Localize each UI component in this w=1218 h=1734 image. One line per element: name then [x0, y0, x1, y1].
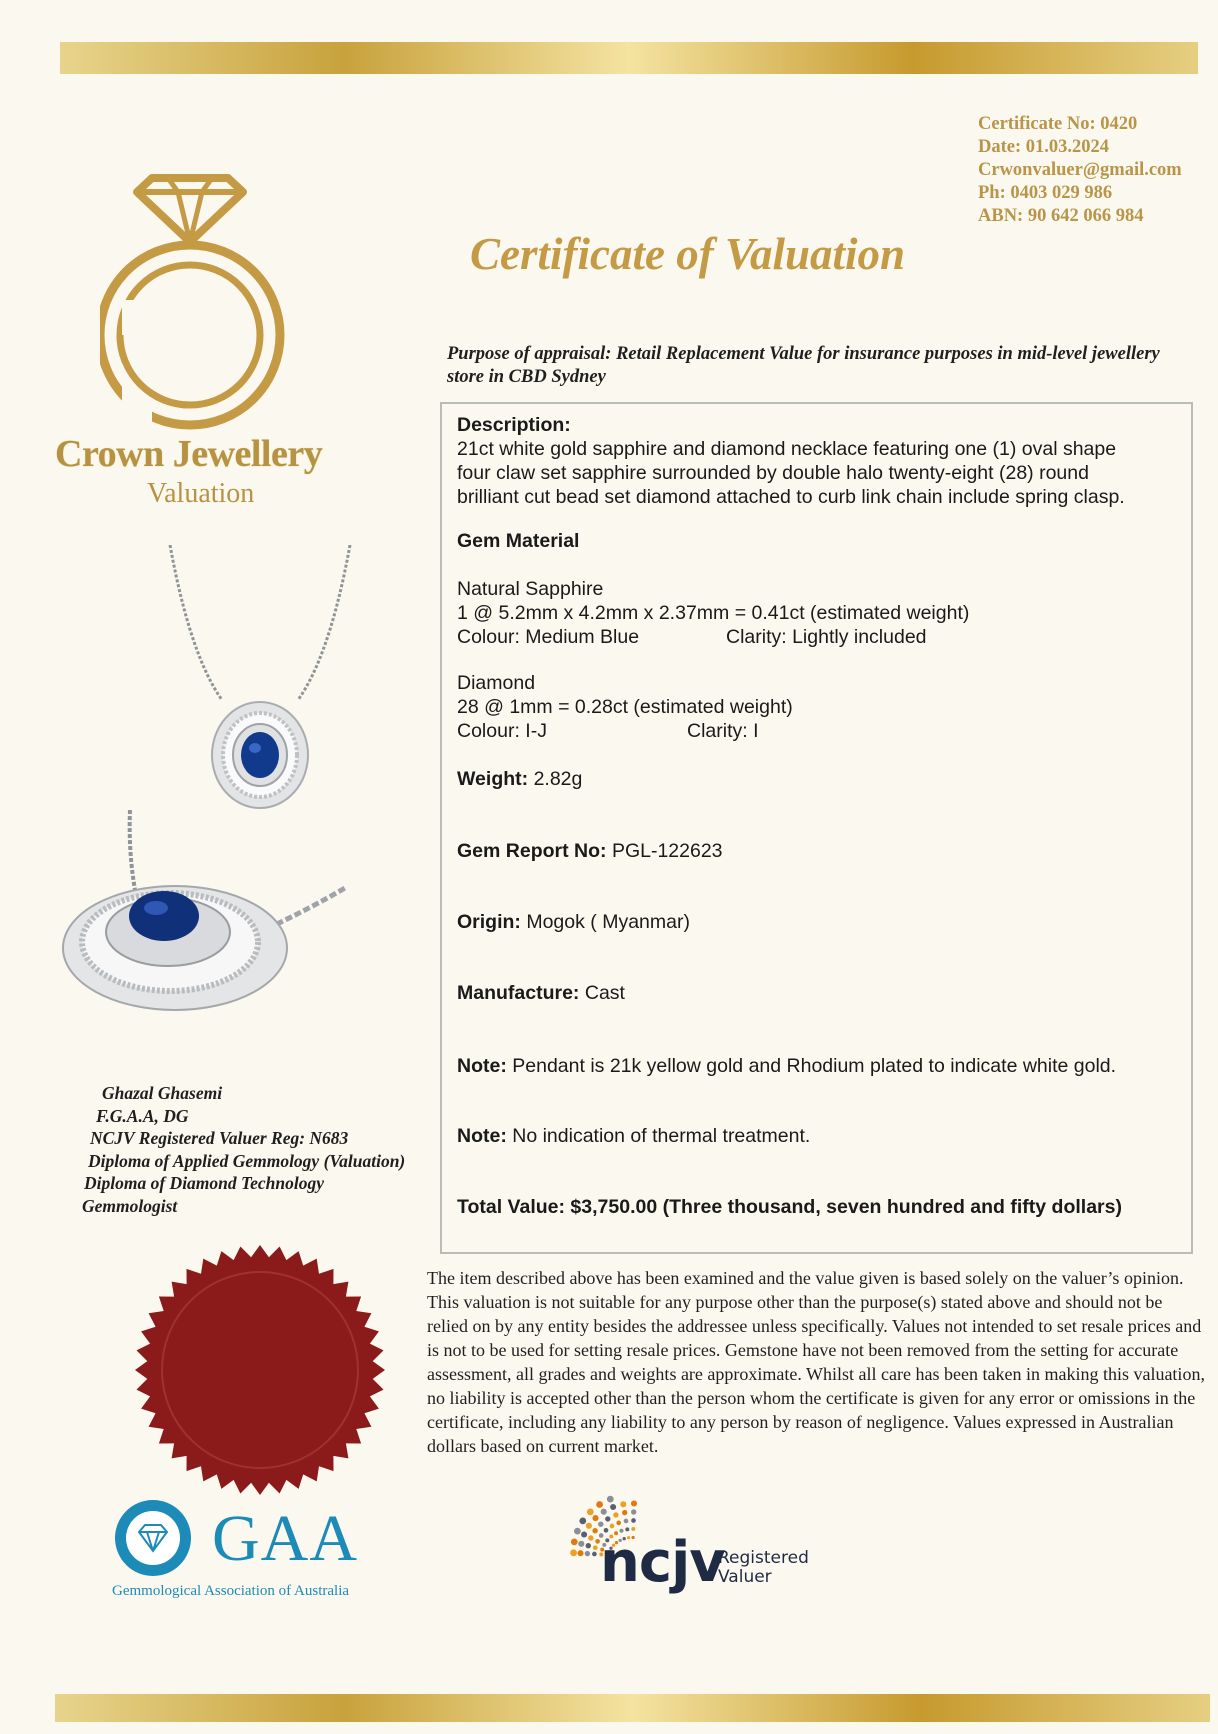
note-1-value: Pendant is 21k yellow gold and Rhodium plated to indicate white gold. [512, 1055, 1117, 1077]
description-line-3: brilliant cut bead set diamond attached to curb link chain include spring clasp. [457, 486, 1125, 508]
ncjv-registered-valuer [718, 1549, 809, 1587]
origin-value: Mogok ( Myanmar) [526, 911, 690, 933]
sapphire-spec: 1 @ 5.2mm x 4.2mm x 2.37mm = 0.41ct (estimated weight) [457, 602, 970, 624]
description-line-2: four claw set sapphire surrounded by double halo twenty-eight (28) round [457, 462, 1089, 484]
diamond-spec: 28 @ 1mm = 0.28ct (estimated weight) [457, 696, 793, 718]
crown-ring-logo-icon [100, 160, 330, 440]
disclaimer-text: The item described above has been examined and the value given is based solely on the valuer’s opinion. This valuation is not suitable for any purpose other than the purpose(s) stated above and should not be relied on by any entity besides the addressee unless specifically. Values not intended to set resale prices and is not to be used for setting resale prices. Gemstone have not been removed from the setting for accurate assessment, all grades and weights are approximate. Whilst all care has been taken in making this valuation, no liability is accepted other than the person whom the certificate is given for any error or omissions in the certificate, including any liability to any person by reason of negligence. Values expressed in Australian dollars based on current market. [427, 1268, 1205, 1456]
origin-label: Origin: [457, 911, 521, 933]
gem-report-value: PGL-122623 [611, 840, 723, 862]
weight-row [457, 768, 582, 792]
valuer-name: Ghazal Ghasemi [102, 1083, 223, 1103]
weight-value: 2.82g [533, 768, 583, 790]
necklace-photo [160, 545, 360, 810]
ncjv-valuer: Valuer [718, 1567, 772, 1587]
valuer-registration: NCJV Registered Valuer Reg: N683 [90, 1128, 349, 1148]
total-value-amount: $3,750.00 (Three thousand, seven hundred and fifty dollars) [570, 1196, 1122, 1218]
manufacture-label: Manufacture: [457, 982, 580, 1004]
valuer-credentials [82, 1082, 405, 1217]
manufacture-value: Cast [584, 982, 625, 1004]
gem-report-row [457, 840, 723, 864]
note-1-row [457, 1055, 1116, 1079]
diamond-name: Diamond [457, 672, 536, 694]
gem-material-heading: Gem Material [457, 530, 580, 552]
contact-email[interactable]: Crwonvaluer@gmail.com [978, 160, 1182, 180]
description-heading: Description: [457, 414, 571, 436]
certificate-date: Date: 01.03.2024 [978, 137, 1110, 157]
pendant-closeup-photo [60, 810, 350, 1015]
weight-label: Weight: [457, 768, 529, 790]
total-value-row [457, 1196, 1122, 1220]
gaa-acronym: GAA [212, 1502, 358, 1575]
contact-phone: Ph: 0403 029 986 [978, 183, 1113, 203]
diamond-colour: Colour: I-J [457, 720, 547, 742]
page-title: Certificate of Valuation [470, 229, 906, 279]
note-2-row [457, 1125, 810, 1149]
purpose-of-appraisal: Purpose of appraisal: Retail Replacement Value for insurance purposes in mid-level jewellery store in CBD Sydney [447, 344, 1160, 387]
valuer-role: Gemmologist [82, 1195, 178, 1216]
sapphire-colour: Colour: Medium Blue [457, 626, 640, 648]
sapphire-clarity: Clarity: Lightly included [726, 626, 927, 648]
description-box [440, 402, 1193, 1254]
ncjv-registered: Registered [718, 1548, 809, 1568]
wax-seal [130, 1240, 390, 1500]
note-1-label: Note: [457, 1055, 507, 1077]
top-gold-band [60, 42, 1198, 74]
diamond-clarity: Clarity: I [687, 720, 759, 742]
origin-row [457, 911, 690, 935]
valuer-diploma-diamond: Diploma of Diamond Technology [84, 1173, 324, 1193]
abn-number: ABN: 90 642 066 984 [978, 206, 1144, 226]
note-2-label: Note: [457, 1125, 507, 1147]
description-line-1: 21ct white gold sapphire and diamond necklace featuring one (1) oval shape [457, 438, 1117, 460]
ncjv-wordmark: ncjv [600, 1530, 725, 1595]
note-2-value: No indication of thermal treatment. [512, 1125, 811, 1147]
certificate-info [978, 113, 1182, 228]
brand-subtitle: Valuation [147, 478, 255, 509]
certificate-number: Certificate No: 0420 [978, 114, 1138, 134]
gaa-full-name: Gemmological Association of Australia [112, 1583, 350, 1599]
bottom-gold-band [55, 1694, 1210, 1722]
manufacture-row [457, 982, 625, 1006]
valuer-diploma-gemmology: Diploma of Applied Gemmology (Valuation) [88, 1150, 406, 1171]
brand-name: Crown Jewellery [55, 433, 323, 475]
total-value-label: Total Value: [457, 1196, 565, 1218]
gem-report-label: Gem Report No: [457, 840, 607, 862]
sapphire-name: Natural Sapphire [457, 578, 604, 600]
valuer-qualifications: F.G.A.A, DG [96, 1105, 189, 1126]
